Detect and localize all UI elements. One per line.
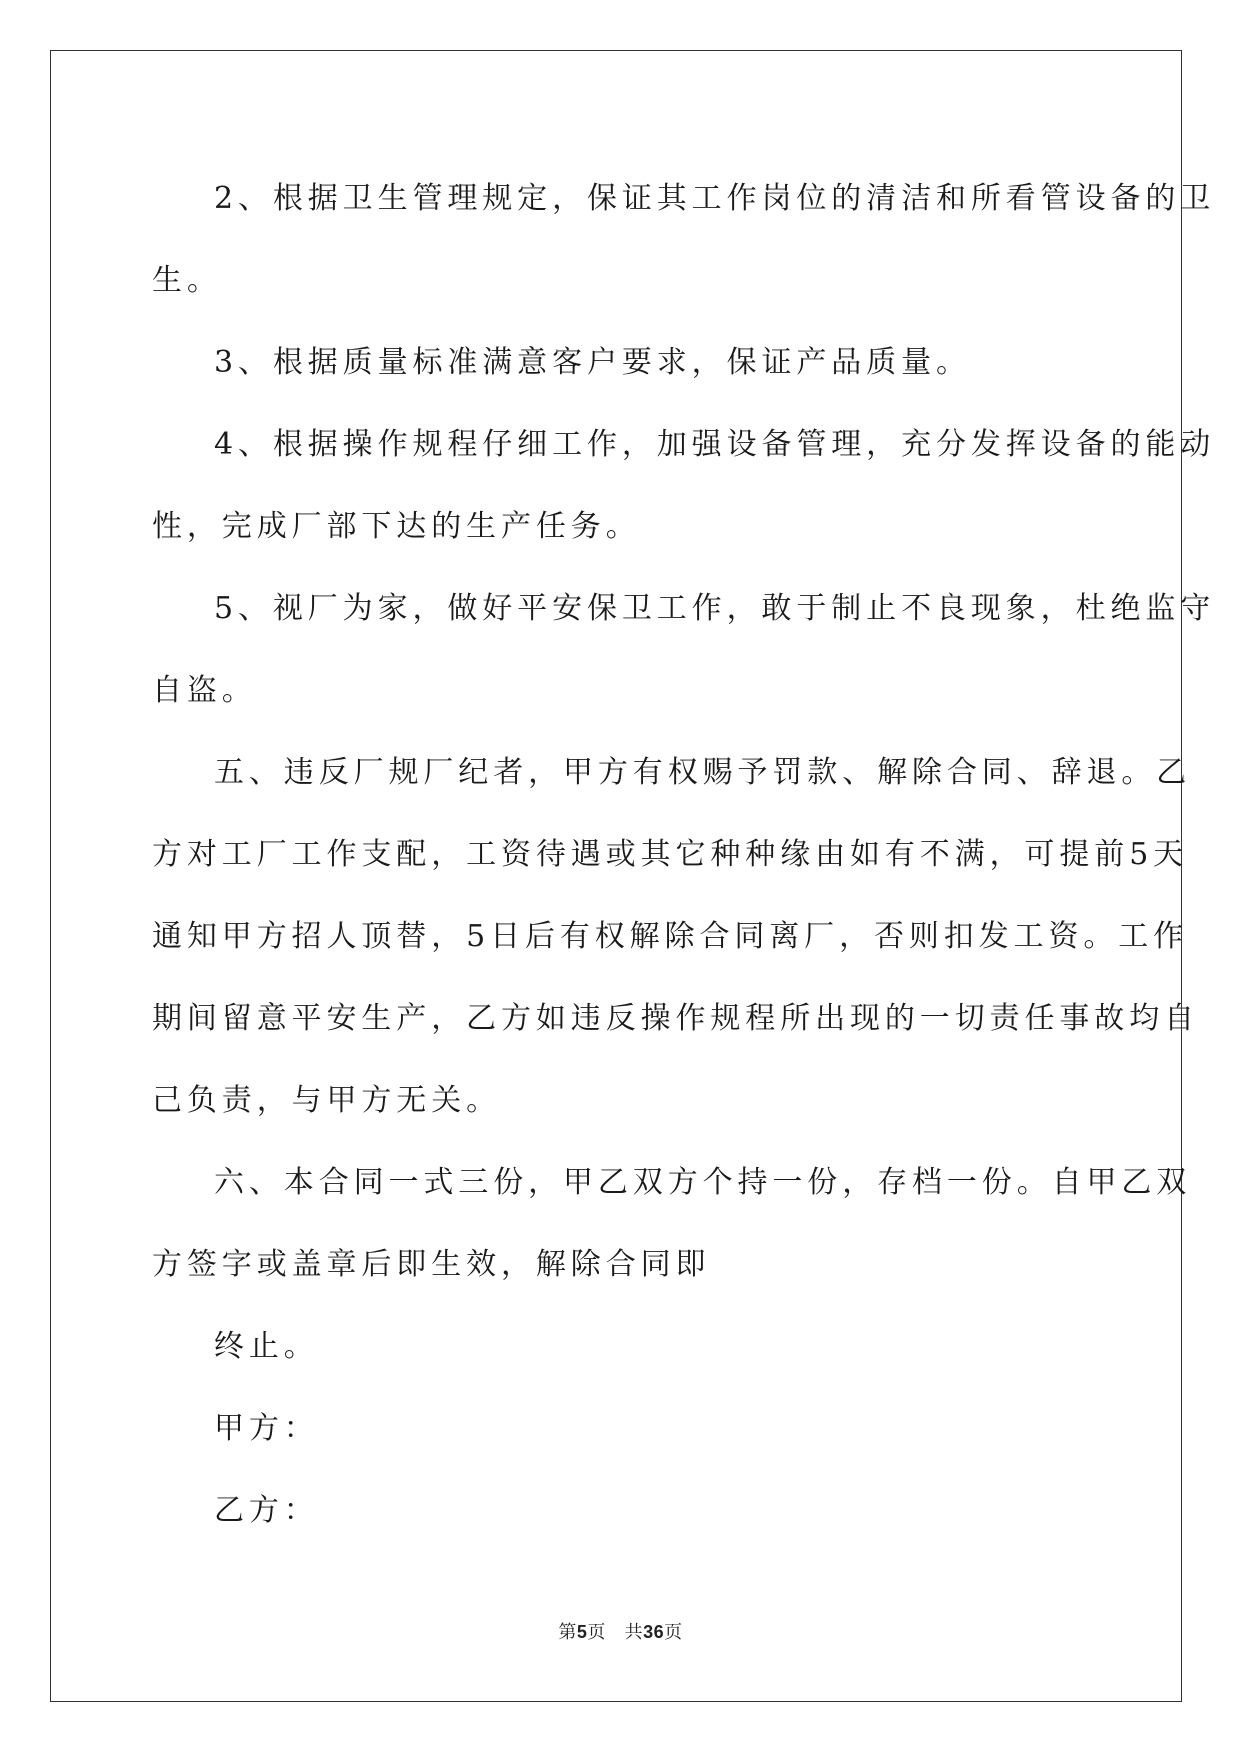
- section-6-line-1: 六、本合同一式三份，甲乙双方个持一份，存档一份。自甲乙双: [214, 1165, 1192, 1200]
- document-body: [152, 158, 1216, 1552]
- total-suffix: 页: [664, 1622, 683, 1643]
- clause-5-line-1: 5、视厂为家，做好平安保卫工作，敢于制止不良现象，杜绝监守: [214, 591, 1216, 626]
- clause-2-line-1: 2、根据卫生管理规定，保证其工作岗位的清洁和所看管设备的卫: [214, 181, 1216, 216]
- section-5-line-1: 五、违反厂规厂纪者，甲方有权赐予罚款、解除合同、辞退。乙: [214, 755, 1192, 790]
- section-6-line-3: 终止。: [214, 1329, 319, 1364]
- clause-4-line-1: 4、根据操作规程仔细工作，加强设备管理，充分发挥设备的能动: [214, 427, 1216, 462]
- section-5-line-2: 方对工厂工作支配，工资待遇或其它种种缘由如有不满，可提前5天: [152, 837, 1189, 872]
- page-footer: [0, 1618, 1241, 1644]
- clause-3-line-1: 3、根据质量标准满意客户要求，保证产品质量。: [214, 345, 971, 380]
- clause-4-line-2: 性，完成厂部下达的生产任务。: [152, 509, 641, 544]
- clause-2-line-2: 生。: [152, 263, 222, 298]
- total-prefix: 共: [624, 1622, 644, 1643]
- section-5-line-3: 通知甲方招人顶替，5日后有权解除合同离厂，否则扣发工资。工作: [152, 919, 1189, 954]
- section-5-line-5: 己负责，与甲方无关。: [152, 1083, 501, 1118]
- page-number: 5: [576, 1622, 588, 1642]
- total-pages: 36: [643, 1622, 665, 1642]
- party-b-signature-label: 乙方：: [214, 1493, 319, 1528]
- page-suffix: 页: [587, 1622, 606, 1643]
- party-a-signature-label: 甲方：: [214, 1411, 319, 1446]
- page-prefix: 第: [558, 1622, 577, 1643]
- section-6-line-2: 方签字或盖章后即生效，解除合同即: [152, 1247, 711, 1282]
- clause-5-line-2: 自盗。: [152, 673, 257, 708]
- section-5-line-4: 期间留意平安生产，乙方如违反操作规程所出现的一切责任事故均自: [152, 1001, 1199, 1036]
